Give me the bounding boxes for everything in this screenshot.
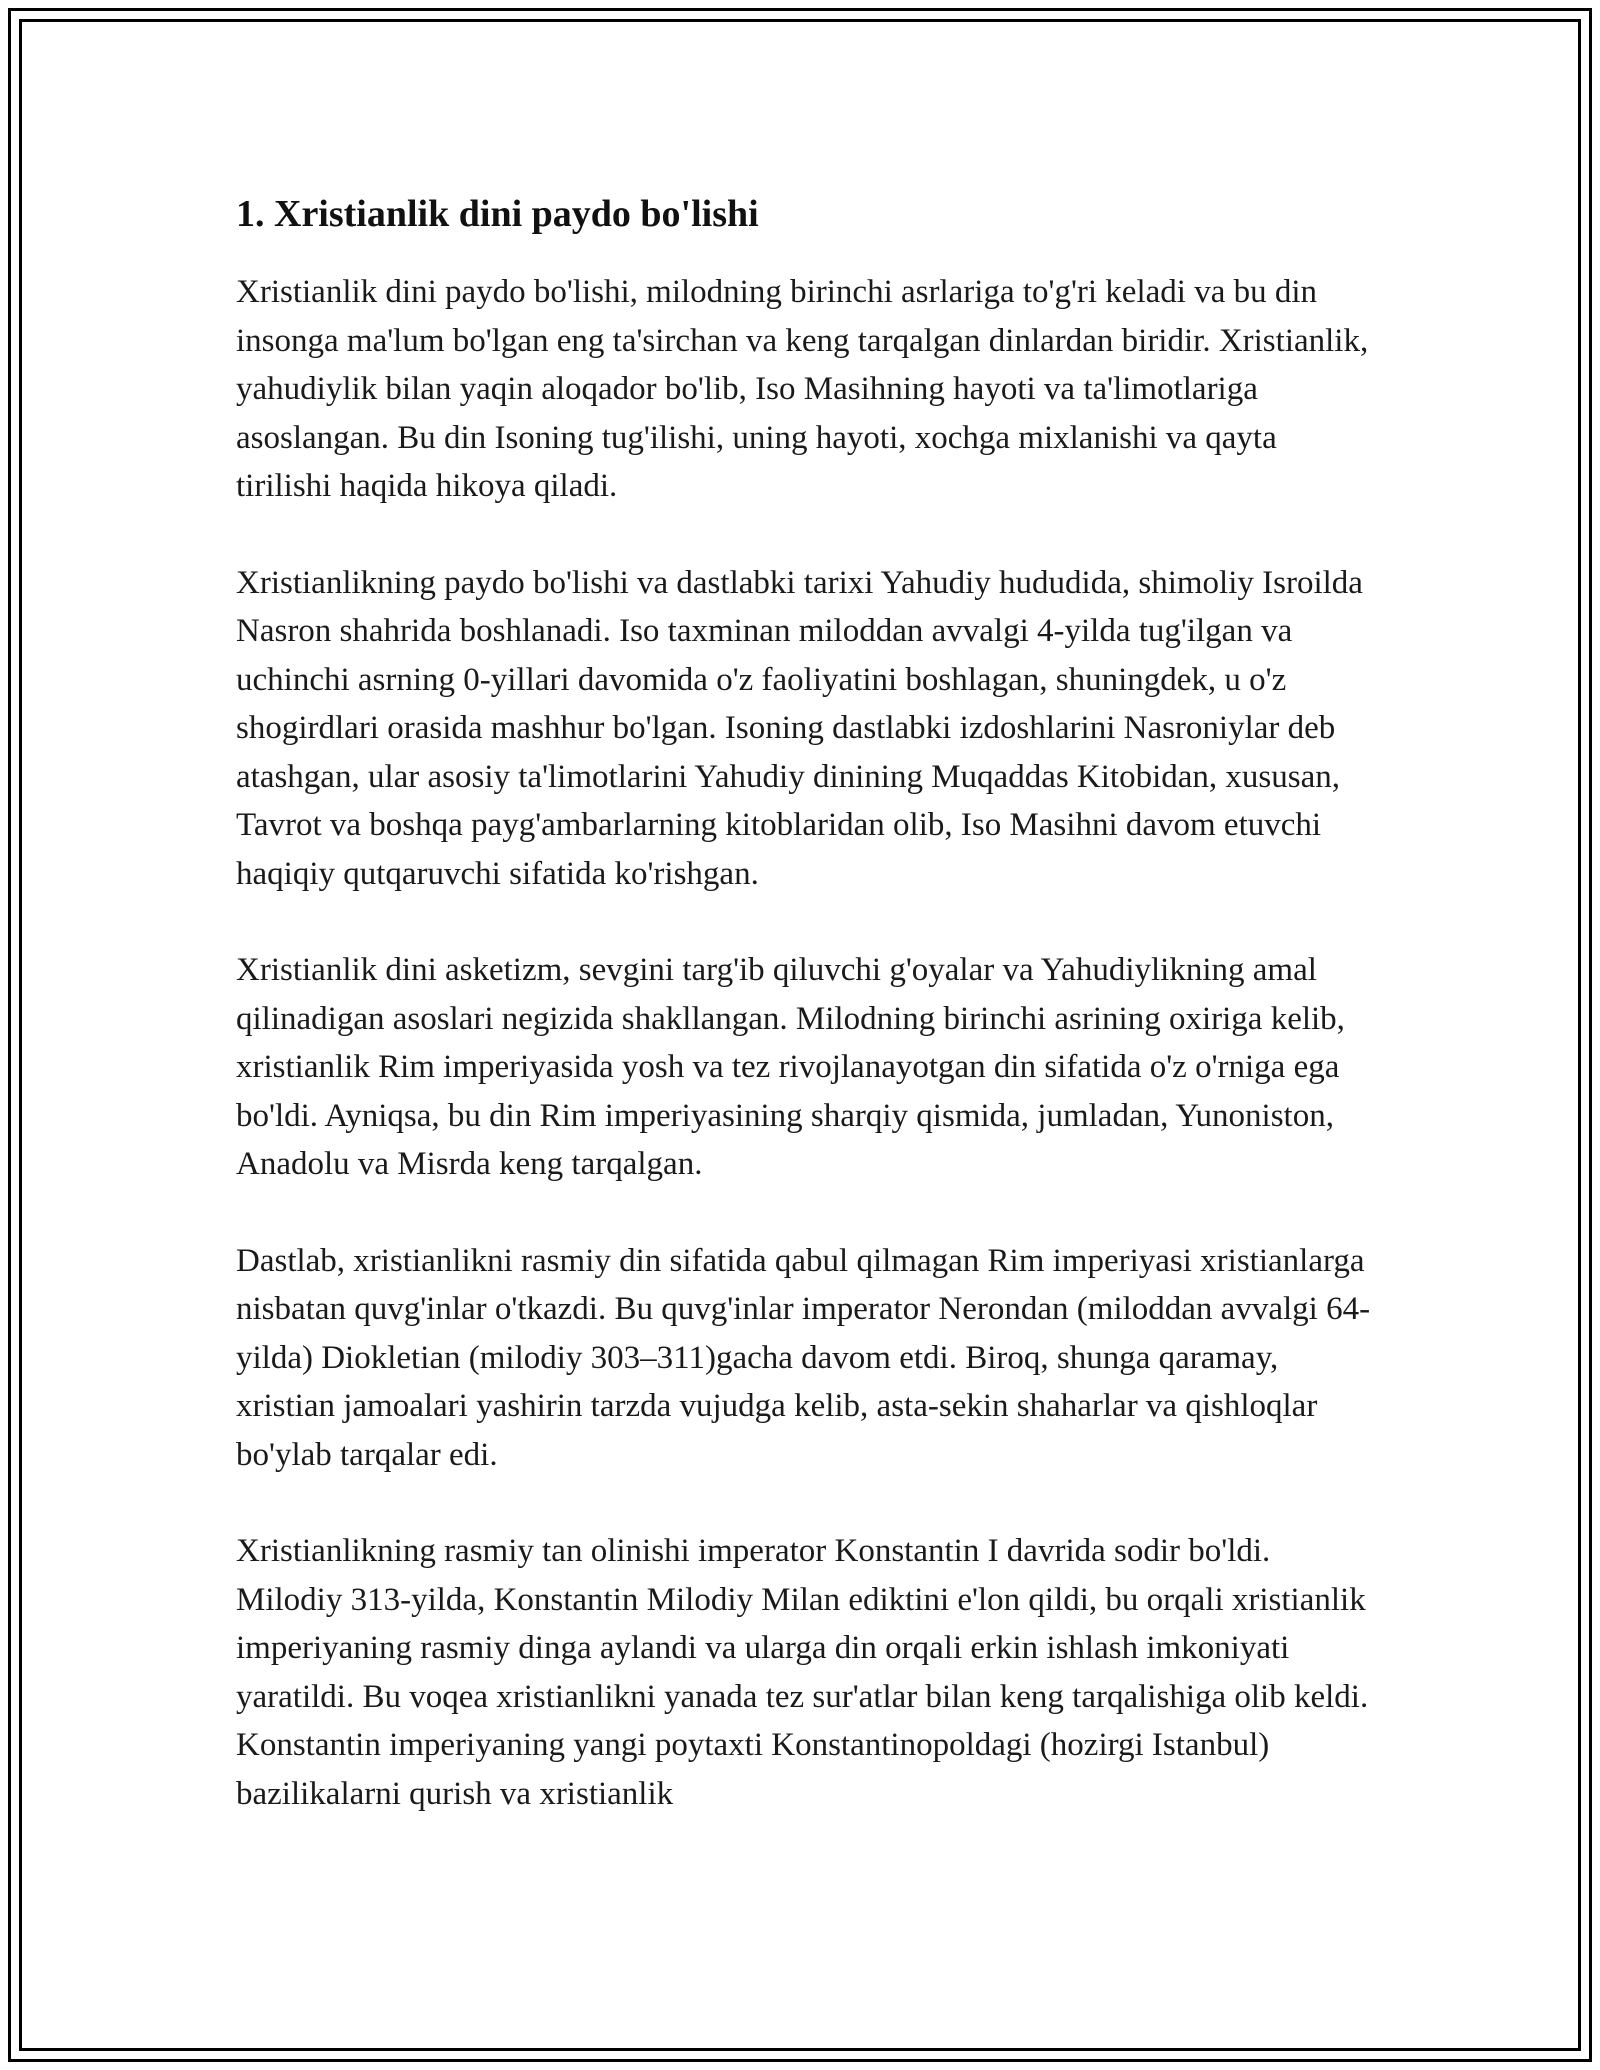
document-body: [236, 188, 1376, 1866]
paragraph-3: Xristianlik dini asketizm, sevgini targ'ib qiluvchi g'oyalar va Yahudiylikning amal qilinadigan asoslari negizida shakllangan. Milodning birinchi asrining oxiriga kelib, xristianlik Rim imperiyasida yosh va tez rivojlanayotgan din sifatida o'z o'rniga ega bo'ldi. Ayniqsa, bu din Rim imperiyasining sharqiy qismida, jumladan, Yunoniston, Anadolu va Misrda keng tarqalgan.: [236, 952, 1345, 1182]
paragraph-2: Xristianlikning paydo bo'lishi va dastlabki tarixi Yahudiy hududida, shimoliy Isroilda Nasron shahrida boshlanadi. Iso taxminan miloddan avvalgi 4-yilda tug'ilgan va uchinchi asrning 0-yillari davomida o'z faoliyatini boshlagan, shuningdek, u o'z shogirdlari orasida mashhur bo'lgan. Isoning dastlabki izdoshlarini Nasroniylar deb atashgan, ular asosiy ta'limotlarini Yahudiy dinining Muqaddas Kitobidan, xususan, Tavrot va boshqa payg'ambarlarning kitoblaridan olib, Iso Masihni davom etuvchi haqiqiy qutqaruvchi sifatida ko'rishgan.: [236, 564, 1363, 892]
section-heading: 1. Xristianlik dini paydo bo'lishi: [236, 193, 759, 235]
paragraph-1: Xristianlik dini paydo bo'lishi, milodning birinchi asrlariga to'g'ri keladi va bu din insonga ma'lum bo'lgan eng ta'sirchan va keng tarqalgan dinlardan biridir. Xristianlik, yahudiylik bilan yaqin aloqador bo'lib, Iso Masihning hayoti va ta'limotlariga asoslangan. Bu din Isoning tug'ilishi, uning hayoti, xochga mixlanishi va qayta tirilishi haqida hikoya qiladi.: [236, 274, 1369, 504]
paragraph-4: Dastlab, xristianlikni rasmiy din sifatida qabul qilmagan Rim imperiyasi xristianlarga nisbatan quvg'inlar o'tkazdi. Bu quvg'inlar imperator Nerondan (miloddan avvalgi 64-yilda) Diokletian (milodiy 303–311)gacha davom etdi. Biroq, shunga qaramay, xristian jamoalari yashirin tarzda vujudga kelib, asta-sekin shaharlar va qishloqlar bo'ylab tarqalar edi.: [236, 1242, 1371, 1473]
paragraph-5: Xristianlikning rasmiy tan olinishi imperator Konstantin I davrida sodir bo'ldi. Milodiy 313-yilda, Konstantin Milodiy Milan ediktini e'lon qildi, bu orqali xristianlik imperiyaning rasmiy dinga aylandi va ularga din orqali erkin ishlash imkoniyati yaratildi. Bu voqea xristianlikni yanada tez sur'atlar bilan keng tarqalishiga olib keldi. Konstantin imperiyaning yangi poytaxti Konstantinopoldagi (hozirgi Istanbul) bazilikalarni qurish va xristianlik: [236, 1533, 1369, 1812]
